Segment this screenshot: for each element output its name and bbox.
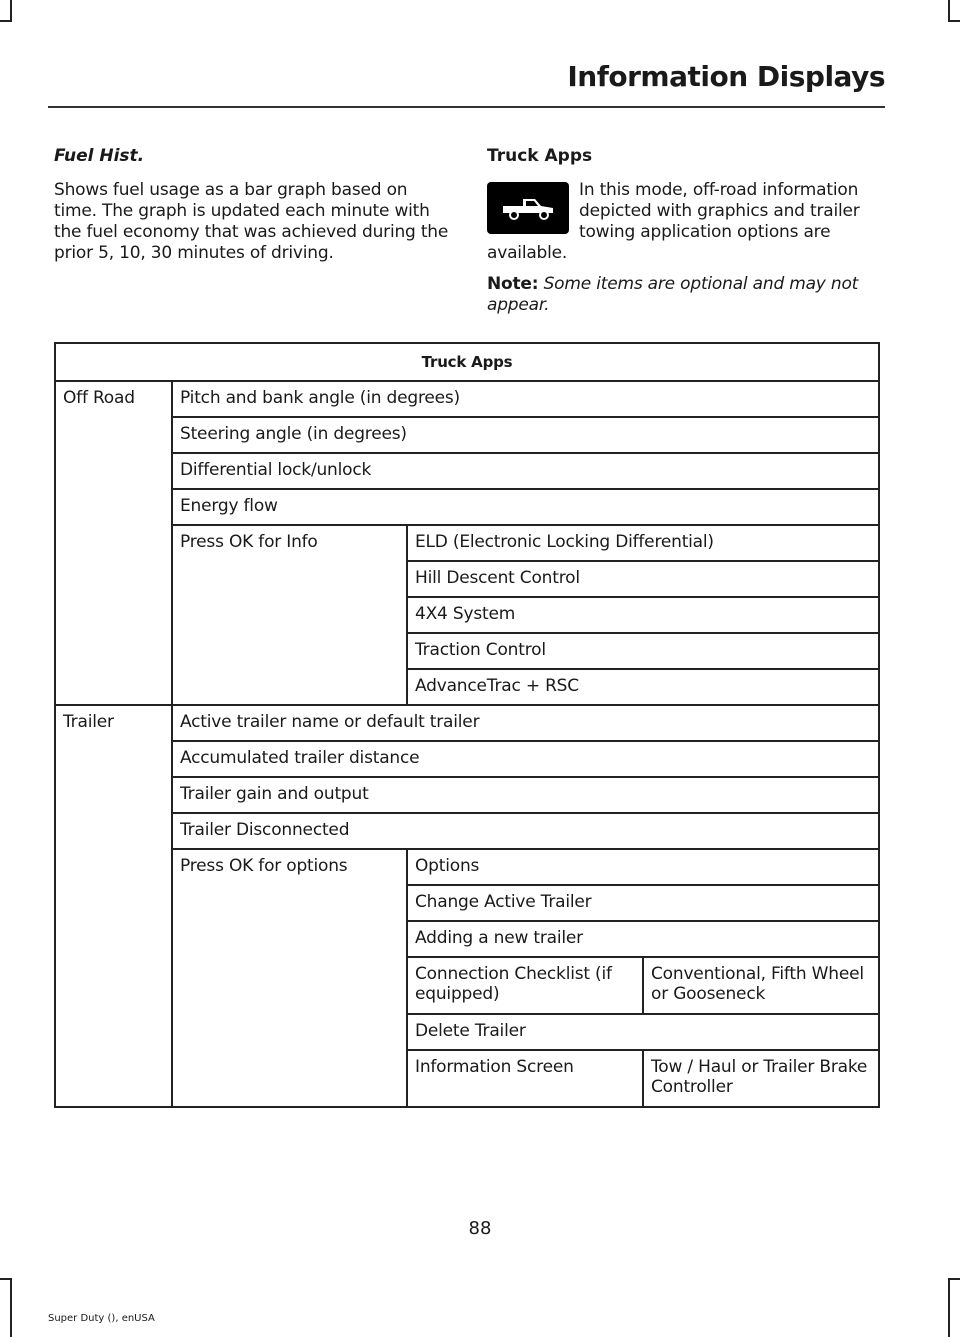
table-row — [55, 417, 879, 453]
table-cell: Connection Checklist (if equipped) — [407, 957, 643, 1014]
table-cell: Options — [407, 849, 879, 885]
table-cell: Energy flow — [172, 489, 879, 525]
press-ok-info-label: Press OK for Info — [172, 525, 407, 705]
crop-mark — [0, 1278, 12, 1280]
table-cell: Conventional, Fifth Wheel or Gooseneck — [643, 957, 879, 1014]
crop-mark — [948, 20, 960, 22]
table-cell: Pitch and bank angle (in degrees) — [172, 381, 879, 417]
table-cell: Trailer gain and output — [172, 777, 879, 813]
table-cell: AdvanceTrac + RSC — [407, 669, 879, 705]
table-cell: Tow / Haul or Trailer Brake Controller — [643, 1050, 879, 1107]
truck-apps-note — [487, 274, 879, 316]
pickup-truck-icon — [487, 182, 569, 234]
press-ok-options-label: Press OK for options — [172, 849, 407, 1107]
table-cell: Steering angle (in degrees) — [172, 417, 879, 453]
table-cell: Trailer Disconnected — [172, 813, 879, 849]
table-row — [55, 381, 879, 417]
table-cell: Delete Trailer — [407, 1014, 879, 1050]
note-label: Note: — [487, 274, 539, 294]
table-cell: 4X4 System — [407, 597, 879, 633]
table-row — [55, 777, 879, 813]
table-row — [55, 741, 879, 777]
table-row — [55, 525, 879, 561]
page-title: Information Displays — [567, 60, 885, 93]
table-row — [55, 453, 879, 489]
table-cell: Active trailer name or default trailer — [172, 705, 879, 741]
page-number: 88 — [468, 1218, 492, 1239]
table-row — [55, 705, 879, 741]
table-row — [55, 813, 879, 849]
crop-mark — [0, 20, 12, 22]
truck-apps-table — [54, 342, 880, 1108]
fuel-hist-section — [54, 146, 454, 264]
footer-text: Super Duty (), enUSA — [48, 1313, 155, 1324]
truck-apps-heading: Truck Apps — [487, 146, 593, 166]
table-cell: Change Active Trailer — [407, 885, 879, 921]
fuel-hist-heading: Fuel Hist. — [54, 146, 145, 166]
table-cell: ELD (Electronic Locking Differential) — [407, 525, 879, 561]
note-text: Some items are optional and may not appear. — [487, 274, 859, 315]
table-cell: Hill Descent Control — [407, 561, 879, 597]
table-cell: Differential lock/unlock — [172, 453, 879, 489]
crop-mark — [948, 1278, 960, 1280]
header-divider — [48, 106, 885, 108]
table-cell: Traction Control — [407, 633, 879, 669]
crop-mark — [10, 1278, 12, 1337]
truck-apps-text: In this mode, off-road information depicted with graphics and trailer towing application options are available. — [487, 180, 860, 263]
fuel-hist-text: Shows fuel usage as a bar graph based on time. The graph is updated each minute with the fuel economy that was achieved during the prior 5, 10, 30 minutes of driving. — [54, 180, 449, 263]
table-row — [55, 489, 879, 525]
trailer-label: Trailer — [55, 705, 172, 1107]
off-road-label: Off Road — [55, 381, 172, 705]
crop-mark — [948, 1278, 950, 1337]
table-title: Truck Apps — [55, 343, 879, 381]
crop-mark — [10, 0, 12, 22]
table-cell: Adding a new trailer — [407, 921, 879, 957]
crop-mark — [948, 0, 950, 22]
table-cell: Information Screen — [407, 1050, 643, 1107]
table-row — [55, 849, 879, 885]
table-cell: Accumulated trailer distance — [172, 741, 879, 777]
truck-apps-section — [487, 146, 879, 316]
